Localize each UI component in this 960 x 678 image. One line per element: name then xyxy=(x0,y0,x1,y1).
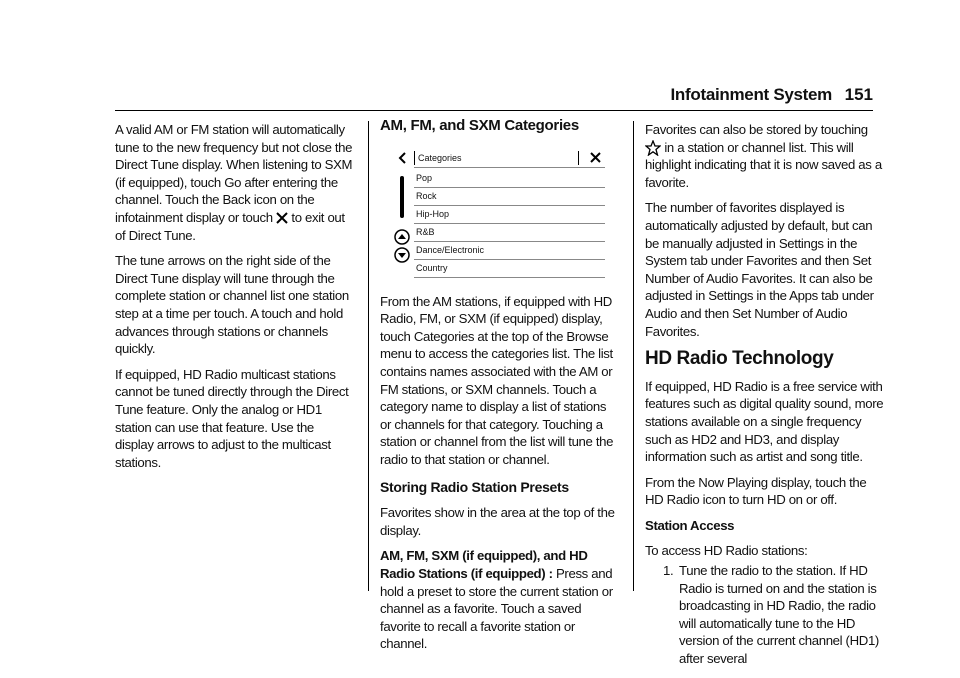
star-icon xyxy=(645,140,661,156)
section-heading: HD Radio Technology xyxy=(645,348,834,370)
paragraph: From the AM stations, if equipped with HD Radio, FM, or SXM (if equipped) display, touch Categories at the top of the Browse menu to access the categories list. The list contains names associated with the AM or FM stations, or SXM channels. Touch a category name to display a list of stations or channels for that category. Touching a station or channel from the list will tune the radio to that station or channel. xyxy=(380,293,614,467)
numbered-list xyxy=(645,562,885,668)
column-divider-2 xyxy=(633,121,634,591)
paragraph xyxy=(380,547,620,653)
list-item[interactable]: Pop xyxy=(414,169,605,188)
paragraph: If equipped, HD Radio multicast stations cannot be tuned directly through the Direct Tune feature. Only the analog or HD1 station can use that feature. Use the display arrows to adjust to the multicast stations. xyxy=(115,366,349,470)
paragraph-text: A valid AM or FM station will automatically tune to the new frequency but not close the Direct Tune display. When listening to SXM (if equipped), touch Go after entering the channel. Touch the Back icon on the infotainment display or touch xyxy=(115,122,353,225)
screen-topbar xyxy=(396,149,605,167)
page-header xyxy=(0,85,960,107)
list-item[interactable]: Hip-Hop xyxy=(414,205,605,224)
paragraph: To access HD Radio stations: xyxy=(645,543,808,559)
categories-screen-figure xyxy=(384,149,609,279)
list-item xyxy=(663,562,885,668)
paragraph-lead: AM, FM, SXM (if equipped), and HD Radio Stations (if equipped) : xyxy=(380,548,588,581)
subsection-heading: Storing Radio Station Presets xyxy=(380,478,569,495)
paragraph-text: in a station or channel list. This will highlight indicating that it is now saved as a favorite. xyxy=(645,139,882,190)
list-item-text: Tune the radio to the station. If HD Radio is turned on and the station is broadcasting in HD Radio, the radio will automatically tune to the HD version of the current channel (HD1) after several xyxy=(679,563,879,667)
section-heading: AM, FM, and SXM Categories xyxy=(380,117,579,134)
scroll-up-icon[interactable] xyxy=(394,229,410,245)
column-3 xyxy=(645,121,885,668)
header-rule xyxy=(115,110,873,111)
paragraph xyxy=(115,121,355,244)
column-1 xyxy=(115,121,355,479)
header-title: Infotainment System xyxy=(670,85,832,104)
paragraph: If equipped, HD Radio is a free service with features such as digital quality sound, more stations available on a single frequency such as HD2 and HD3, and display information such as artist and song title. xyxy=(645,378,884,465)
paragraph-text: Favorites can also be stored by touching xyxy=(645,122,868,137)
screen-title: Categories xyxy=(418,152,462,163)
back-icon[interactable] xyxy=(396,151,410,165)
column-2 xyxy=(380,117,620,661)
paragraph: Favorites show in the area at the top of the display. xyxy=(380,505,615,538)
close-icon xyxy=(276,212,288,224)
list-item[interactable]: R&B xyxy=(414,223,605,242)
close-icon[interactable] xyxy=(590,152,601,163)
paragraph-text: Press and hold a preset to store the current station or channel as a favorite. Touch a saved favorite to recall a favorite station or channel. xyxy=(380,565,613,652)
list-item[interactable]: Country xyxy=(414,259,605,278)
scrollbar[interactable] xyxy=(400,176,404,218)
list-item[interactable]: Rock xyxy=(414,187,605,206)
page-number: 151 xyxy=(844,85,873,104)
station-access-label: Station Access xyxy=(645,517,735,533)
scroll-down-icon[interactable] xyxy=(394,247,410,263)
paragraph: The number of favorites displayed is automatically adjusted by default, but can be manually adjusted in Settings in the System tab under Favorites and then Set Number of Audio Favorites. It can also be adjusted in Settings in the Apps tab under Audio and then Set Number of Audio Favorites. xyxy=(645,200,874,339)
paragraph xyxy=(645,121,885,191)
list-item[interactable]: Dance/Electronic xyxy=(414,241,605,260)
paragraph: From the Now Playing display, touch the HD Radio icon to turn HD on or off. xyxy=(645,474,867,508)
column-divider-1 xyxy=(368,121,369,591)
list-number: 1. xyxy=(663,563,674,579)
paragraph-text: to exit out of Direct Tune. xyxy=(115,209,345,243)
paragraph: The tune arrows on the right side of the Direct Tune display will tune through the complete station or channel list one station step at a time per touch. A touch and hold advances through stations or channels quickly. xyxy=(115,253,349,357)
